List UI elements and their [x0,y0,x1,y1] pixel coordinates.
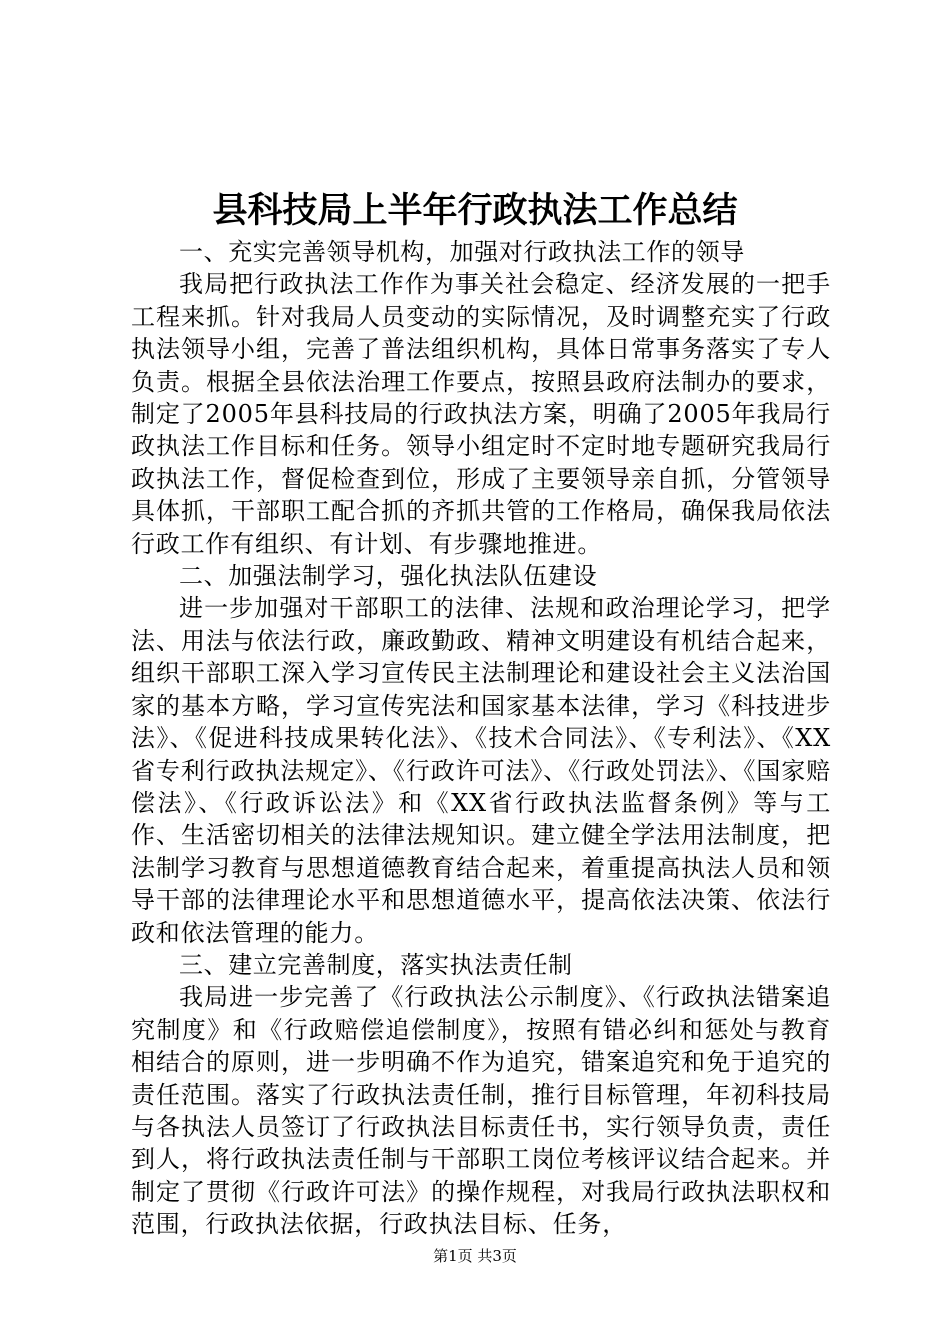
section-heading-2: 二、加强法制学习，强化执法队伍建设 [179,562,598,591]
page-footer: 第1页 共3页 [433,1247,517,1265]
section-heading-3: 三、建立完善制度，落实执法责任制 [179,950,573,979]
section-paragraph-2: 进一步加强对干部职工的法律、法规和政治理论学习，把学法、用法与依法行政，廉政勤政、精神文明建设有机结合起来，组织干部职工深入学习宣传民主法制理论和建设社会主义法治国家的基本方略，学习宣传宪法和国家基本法律，学习《科技进步法》、《促进科技成果转化法》、《技术合同法》、《专利法》、《XX省专利行政执法规定》、《行政许可法》、《行政处罚法》、《国家赔偿法》、《行政诉讼法》和《XX省行政执法监督条例》等与工作、生活密切相关的法律法规知识。建立健全学法用法制度，把法制学习教育与思想道德教育结合起来，着重提高执法人员和领导干部的法律理论水平和思想道德水平，提高依法决策、依法行政和依法管理的能力。 [131,594,831,947]
document-title: 县科技局上半年行政执法工作总结 [212,190,738,231]
section-heading-1: 一、充实完善领导机构，加强对行政执法工作的领导 [179,238,745,266]
section-paragraph-1: 我局把行政执法工作作为事关社会稳定、经济发展的一把手工程来抓。针对我局人员变动的实际情况，及时调整充实了行政执法领导小组，完善了普法组织机构，具体日常事务落实了专人负责。根据全县依法治理工作要点，按照县政府法制办的要求，制定了2005年县科技局的行政执法方案，明确了2005年我局行政执法工作目标和任务。领导小组定时不定时地专题研究我局行政执法工作，督促检查到位，形成了主要领导亲自抓，分管领导具体抓，干部职工配合抓的齐抓共管的工作格局，确保我局依法行政工作有组织、有计划、有步骤地推进。 [131,270,831,558]
document-body [131,236,831,1241]
section-paragraph-3: 我局进一步完善了《行政执法公示制度》、《行政执法错案追究制度》和《行政赔偿追偿制度》，按照有错必纠和惩处与教育相结合的原则，进一步明确不作为追究，错案追究和免于追究的责任范围。落实了行政执法责任制，推行目标管理，年初科技局与各执法人员签订了行政执法目标责任书，实行领导负责，责任到人，将行政执法责任制与干部职工岗位考核评议结合起来。并制定了贯彻《行政许可法》的操作规程，对我局行政执法职权和范围，行政执法依据，行政执法目标、任务， [131,983,831,1239]
